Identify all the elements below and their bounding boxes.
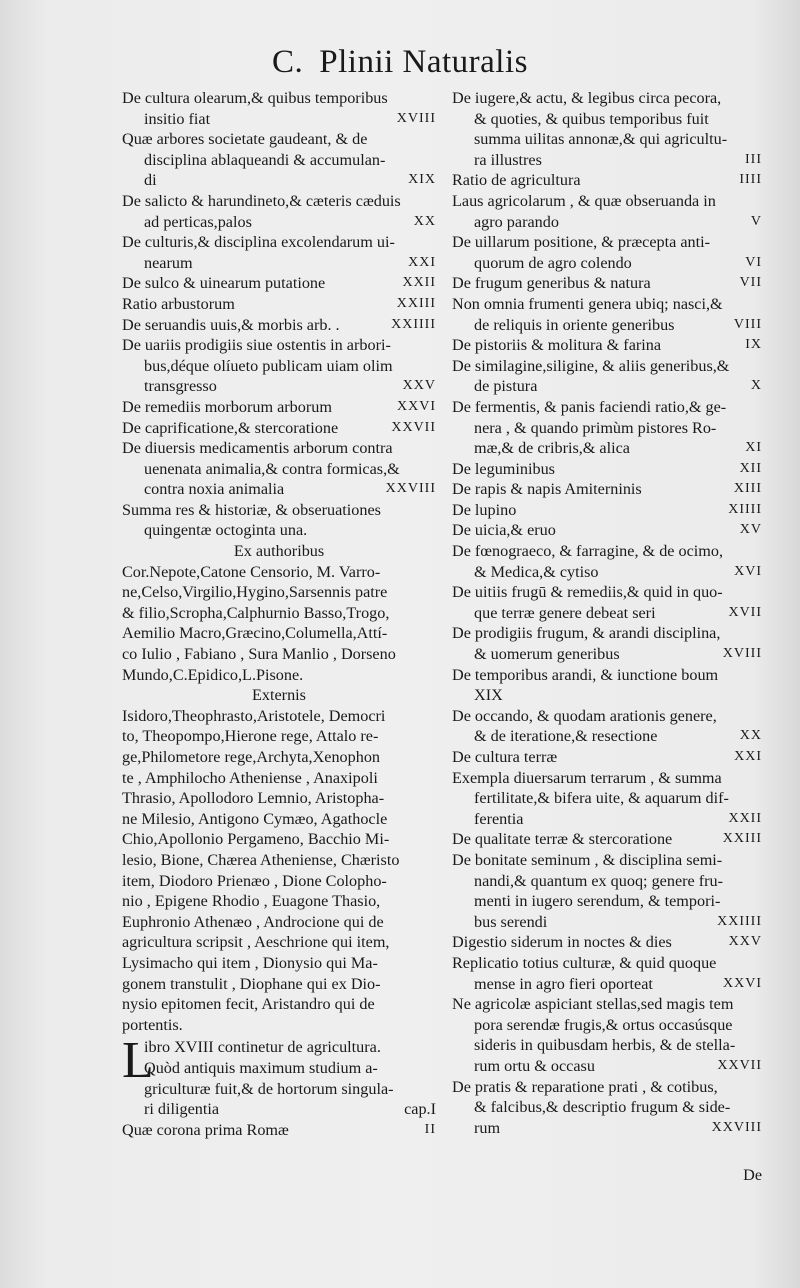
- entry-line: [122, 397, 436, 418]
- liber-text: ri diligentia: [144, 1100, 220, 1119]
- entry-text: agro parando: [474, 212, 559, 231]
- entry-line: [452, 418, 762, 439]
- entry-text: Laus agricolarum , & quæ obseruanda in: [452, 191, 716, 210]
- chapter-number: XIIII: [728, 501, 762, 517]
- chapter-number: XVII: [728, 604, 762, 620]
- authors-list: [122, 562, 436, 686]
- entry-text: De pistoriis & molitura & farina: [452, 336, 662, 355]
- entry-line: [452, 88, 762, 109]
- chapter-number: VII: [739, 275, 762, 291]
- entry-text: De diuersis medicamentis arborum contra: [122, 439, 393, 458]
- left-entry: [122, 418, 436, 439]
- chapter-number: XXI: [408, 254, 436, 270]
- entry-text: De fœnograeco, & farragine, & de ocimo,: [452, 542, 724, 561]
- entry-line: [452, 520, 762, 541]
- right-entry: [452, 479, 762, 500]
- externis-list: [122, 706, 436, 1036]
- externis-line: portentis.: [122, 1015, 183, 1034]
- entry-text: & Medica,& cytiso: [474, 562, 599, 581]
- right-entry: [452, 520, 762, 541]
- entry-line: [452, 747, 762, 768]
- entry-text: mæ,& de cribris,& alica: [474, 439, 630, 458]
- right-entry: [452, 582, 762, 623]
- externis-line: Euphronio Athenæo , Androcione qui de: [122, 912, 384, 931]
- entry-text: que terræ genere debeat seri: [474, 603, 656, 622]
- author-line: co Iulio , Fabiano , Sura Manlio , Dorseno: [122, 645, 396, 664]
- left-entry: [122, 315, 436, 336]
- entry-text: transgresso: [144, 377, 217, 396]
- entry-line: [452, 191, 762, 212]
- chapter-number: IX: [745, 337, 762, 353]
- entry-text: & uomerum generibus: [474, 645, 620, 664]
- externis-line: Chio,Apollonio Pergameno, Bacchio Mi-: [122, 830, 390, 849]
- externis-line: Isidoro,Theophrasto,Aristotele, Democri: [122, 706, 386, 725]
- entry-text: De sulco & uinearum putatione: [122, 274, 326, 293]
- entry-line: [452, 500, 762, 521]
- entry-line: [122, 335, 436, 356]
- left-entry: [122, 191, 436, 232]
- chapter-number: XXI: [734, 749, 762, 764]
- entry-text: Non omnia frumenti genera ubiq; nasci,&: [452, 294, 723, 313]
- entry-text: Replicatio totius culturæ, & quid quoque: [452, 953, 717, 972]
- right-entry: [452, 191, 762, 232]
- externis-line: lesio, Bione, Chærea Atheniense, Chæristo: [122, 850, 400, 869]
- entry-text: menti in iugero serendum, & tempori-: [474, 892, 721, 911]
- chapter-number: XVI: [734, 563, 762, 579]
- entry-line: [122, 150, 436, 171]
- liber-lines: [122, 1032, 436, 1119]
- running-head-title: Plinii Naturalis: [319, 44, 528, 80]
- liber-text: Quòd antiquis maximum studium a-: [144, 1058, 378, 1077]
- chapter-number: XXVIII: [711, 1119, 762, 1135]
- right-entry: [452, 829, 762, 850]
- entry-line: [452, 685, 762, 706]
- entry-line: [452, 768, 762, 789]
- entry-text: contra noxia animalia: [144, 480, 285, 499]
- entry-text: & quoties, & quibus temporibus fuit: [474, 109, 709, 128]
- entry-text: De uitiis frugū & remediis,& quid in quo-: [452, 583, 723, 602]
- entry-line: [452, 953, 762, 974]
- liber-block: [122, 1032, 436, 1119]
- entry-text: Ratio arbustorum: [122, 294, 235, 313]
- entry-line: [452, 974, 762, 995]
- liber-text: ibro XVIII continetur de agricultura.: [144, 1038, 381, 1057]
- entry-line: [122, 479, 436, 500]
- entry-line: [122, 500, 436, 521]
- entry-text: De uicia,& eruo: [452, 521, 556, 540]
- entry-line: [122, 170, 436, 191]
- chapter-number: XXIII: [722, 831, 762, 847]
- right-entry: [452, 541, 762, 582]
- left-entry: [122, 273, 436, 294]
- right-entry: [452, 747, 762, 768]
- externis-line: Lysimacho qui item , Dionysio qui Ma-: [122, 953, 378, 972]
- right-column: [452, 88, 762, 1138]
- chapter-number: XX: [739, 728, 762, 744]
- entry-text: quorum de agro colendo: [474, 253, 632, 272]
- authors-heading: Ex authoribus: [233, 542, 325, 561]
- left-entry: [122, 294, 436, 315]
- chapter-number: XXVII: [391, 419, 436, 435]
- right-entry: [452, 294, 762, 335]
- right-entry: [452, 706, 762, 747]
- entry-line: [452, 562, 762, 583]
- entry-line: [452, 1015, 762, 1036]
- running-head-letter: C.: [271, 44, 304, 80]
- right-entry: [452, 273, 762, 294]
- entry-text: De culturis,& disciplina excolendarum ui-: [122, 233, 395, 252]
- entry-line: [452, 459, 762, 480]
- right-entry: [452, 623, 762, 664]
- entry-line: [452, 294, 762, 315]
- entry-line: [122, 232, 436, 253]
- entry-text: De similagine,siligine, & aliis generibus,&: [452, 356, 730, 375]
- externis-line: te , Amphilocho Atheniense , Anaxipoli: [122, 768, 378, 787]
- entry-line: [452, 706, 762, 727]
- entry-text: Exempla diuersarum terrarum , & summa: [452, 768, 722, 787]
- entry-line: [452, 479, 762, 500]
- left-entry: [122, 397, 436, 418]
- right-entry: [452, 953, 762, 994]
- entry-text: di: [144, 171, 157, 190]
- entry-line: [452, 871, 762, 892]
- entry-line: [452, 582, 762, 603]
- entry-line: [452, 829, 762, 850]
- entry-line: [452, 170, 762, 191]
- entry-text: De caprificatione,& stercoratione: [122, 418, 339, 437]
- entry-text: De bonitate seminum , & disciplina semi-: [452, 850, 723, 869]
- right-entry: [452, 88, 762, 170]
- right-entry: [452, 500, 762, 521]
- chapter-number: XIII: [733, 481, 762, 497]
- entry-text: nearum: [144, 253, 193, 272]
- chapter-number: XV: [739, 522, 762, 538]
- chapter-number: XXII: [728, 810, 762, 826]
- chapter-number: VIII: [733, 316, 762, 332]
- externis-line: Thrasio, Apollodoro Lemnio, Aristopha-: [122, 789, 385, 808]
- author-line: Aemilio Macro,Græcino,Columella,Attí-: [122, 624, 388, 643]
- entry-line: [452, 315, 762, 336]
- entry-text: De rapis & napis Amiterninis: [452, 480, 642, 499]
- entry-text: & de iteratione,& resectione: [474, 727, 658, 746]
- externis-line: nysio epitomen fecit, Aristandro qui de: [122, 995, 375, 1014]
- chapter-number: XIX: [408, 172, 436, 188]
- entry-text: Summa res & historiæ, & obseruationes: [122, 500, 381, 519]
- chapter-number: V: [750, 213, 762, 229]
- catchword: De: [743, 1166, 762, 1184]
- entry-text: ferentia: [474, 809, 524, 828]
- chapter-number: VI: [745, 254, 762, 270]
- entry-text: summa uilitas annonæ,& qui agricultu-: [474, 130, 728, 149]
- entry-text: de pistura: [474, 377, 538, 396]
- externis-line: nio , Epigene Rhodio , Euagone Thasio,: [122, 892, 381, 911]
- left-entry: [122, 335, 436, 397]
- chapter-number: XXVI: [397, 398, 436, 414]
- chapter-number: X: [750, 378, 762, 394]
- entry-text: XIX: [474, 686, 503, 705]
- chapter-number: XVIII: [396, 110, 436, 126]
- left-entry: [122, 129, 436, 191]
- entry-line: [452, 253, 762, 274]
- entry-text: rum: [474, 1118, 501, 1137]
- entry-line: [122, 109, 436, 130]
- author-line: ne,Celso,Virgilio,Hygino,Sarsennis patre: [122, 583, 388, 602]
- right-entry: [452, 850, 762, 932]
- entry-line: [122, 294, 436, 315]
- entry-text: ra illustres: [474, 150, 542, 169]
- entry-line: [452, 541, 762, 562]
- entry-text: mense in agro fieri oporteat: [474, 974, 653, 993]
- entry-line: [452, 335, 762, 356]
- entry-line: [452, 994, 762, 1015]
- entry-text: Digestio siderum in noctes & dies: [452, 933, 672, 952]
- entry-line: [452, 438, 762, 459]
- chapter-number: XXIIII: [391, 316, 436, 332]
- entry-line: [122, 520, 436, 541]
- entry-text: sideris in quibusdam herbis, & de stella-: [474, 1036, 736, 1055]
- chapter-number: XXIIII: [717, 913, 762, 929]
- entry-line: [452, 232, 762, 253]
- entry-text: De remediis morborum arborum: [122, 397, 332, 416]
- entry-line: [452, 1035, 762, 1056]
- liber-line: [122, 1079, 436, 1100]
- right-entry: [452, 768, 762, 830]
- chapter-number: XII: [739, 460, 762, 476]
- entry-line: [452, 397, 762, 418]
- entry-text: nera , & quando primùm pistores Ro-: [474, 418, 717, 437]
- entry-text: Quæ arbores societate gaudeant, & de: [122, 130, 368, 149]
- right-entry: [452, 232, 762, 273]
- entry-line: [452, 1077, 762, 1098]
- chapter-number: XXVI: [723, 975, 762, 991]
- entry-text: quingentæ octoginta una.: [144, 521, 308, 540]
- entry-text: De leguminibus: [452, 459, 555, 478]
- chapter-number: XXV: [728, 934, 762, 950]
- last-entry: [122, 1120, 436, 1141]
- right-entry: [452, 932, 762, 953]
- entry-line: [452, 109, 762, 130]
- entry-text: De cultura terræ: [452, 748, 558, 766]
- chapter-number: XXV: [402, 378, 436, 394]
- entry-line: [122, 376, 436, 397]
- author-line: & filio,Scropha,Calphurnio Basso,Trogo,: [122, 603, 390, 622]
- entry-text: de reliquis in oriente generibus: [474, 315, 675, 334]
- entry-text: De qualitate terræ & stercoratione: [452, 830, 673, 849]
- entry-text: rum ortu & occasu: [474, 1056, 595, 1075]
- externis-heading: Externis: [252, 686, 306, 705]
- left-entry: [122, 88, 436, 129]
- last-entry-num: II: [424, 1121, 436, 1137]
- entry-text: De uillarum positione, & præcepta anti-: [452, 233, 711, 252]
- running-head: [0, 44, 800, 81]
- entry-line: [122, 438, 436, 459]
- right-entry: [452, 397, 762, 459]
- entry-line: [122, 191, 436, 212]
- entry-line: [122, 212, 436, 233]
- entry-line: [122, 273, 436, 294]
- entry-text: De fermentis, & panis faciendi ratio,& ge-: [452, 397, 727, 416]
- externis-line: agricultura scripsit , Aeschrione qui item,: [122, 933, 390, 952]
- entry-text: pora serendæ frugis,& ortus occasúsque: [474, 1015, 733, 1034]
- entry-text: Ne agricolæ aspiciant stellas,sed magis tem: [452, 995, 734, 1014]
- entry-line: [452, 603, 762, 624]
- entry-line: [452, 273, 762, 294]
- entry-text: disciplina ablaqueandi & accumulan-: [144, 150, 386, 169]
- entry-text: De lupino: [452, 500, 517, 519]
- right-entry: [452, 459, 762, 480]
- entry-line: [452, 623, 762, 644]
- entry-text: & falcibus,& descriptio frugum & side-: [474, 1098, 731, 1117]
- chapter-number: XXIII: [396, 295, 436, 311]
- entry-line: [452, 1056, 762, 1077]
- entry-line: [452, 356, 762, 377]
- entry-text: De seruandis uuis,& morbis arb. .: [122, 315, 340, 334]
- entry-line: [452, 850, 762, 871]
- right-entry: [452, 356, 762, 397]
- liber-line: [122, 1099, 436, 1120]
- right-entry: [452, 335, 762, 356]
- entry-text: De frugum generibus & natura: [452, 274, 651, 293]
- entry-text: De cultura olearum,& quibus temporibus: [122, 89, 388, 107]
- entry-line: [122, 418, 436, 439]
- entry-text: De iugere,& actu, & legibus circa pecora,: [452, 89, 722, 107]
- entry-text: fertilitate,& bifera uite, & aquarum dif-: [474, 789, 729, 808]
- chapter-number: XXVIII: [385, 481, 436, 497]
- left-entry: [122, 500, 436, 541]
- right-entry: [452, 170, 762, 191]
- chapter-number: IIII: [739, 172, 762, 188]
- externis-line: ne Milesio, Antigono Cymæo, Agathocle: [122, 809, 388, 828]
- entry-line: [452, 809, 762, 830]
- entry-text: De occando, & quodam arationis genere,: [452, 706, 717, 725]
- left-entry: [122, 232, 436, 273]
- liber-line: [122, 1058, 436, 1079]
- entry-line: [452, 932, 762, 953]
- liber-chapter-number: cap.I: [404, 1100, 436, 1119]
- entry-line: [452, 788, 762, 809]
- entry-line: [122, 315, 436, 336]
- chapter-number: XXII: [402, 275, 436, 291]
- entry-line: [452, 376, 762, 397]
- entry-line: [122, 356, 436, 377]
- liber-text: griculturæ fuit,& de hortorum singula-: [144, 1079, 394, 1098]
- entry-text: bus,déque olíueto publicam uiam olim: [144, 356, 393, 375]
- entry-line: [452, 644, 762, 665]
- entry-text: De uariis prodigiis siue ostentis in arbori-: [122, 336, 391, 355]
- entry-text: ad perticas,palos: [144, 212, 252, 231]
- externis-line: item, Diodoro Prienæo , Dione Colopho-: [122, 871, 387, 890]
- entry-line: [452, 891, 762, 912]
- entry-line: [122, 88, 436, 109]
- right-index-entries: [452, 88, 762, 1138]
- entry-line: [452, 912, 762, 933]
- last-entry-text: Quæ corona prima Romæ: [122, 1120, 289, 1139]
- entry-line: [452, 1097, 762, 1118]
- entry-line: [452, 129, 762, 150]
- right-entry: [452, 1077, 762, 1139]
- entry-text: nandi,& quantum ex quoq; genere fru-: [474, 871, 724, 890]
- chapter-number: XX: [413, 213, 436, 229]
- entry-line: [452, 150, 762, 171]
- entry-line: [122, 129, 436, 150]
- externis-line: to, Theopompo,Hierone rege, Attalo re-: [122, 727, 379, 746]
- author-line: Mundo,C.Epidico,L.Pisone.: [122, 665, 304, 684]
- entry-text: De temporibus arandi, & iunctione boum: [452, 665, 719, 684]
- liber-line: [122, 1037, 436, 1058]
- dropcap: L: [122, 1032, 154, 1090]
- entry-text: Ratio de agricultura: [452, 171, 581, 190]
- author-line: Cor.Nepote,Catone Censorio, M. Varro-: [122, 562, 381, 581]
- left-entry: [122, 438, 436, 500]
- entry-line: [122, 459, 436, 480]
- externis-line: ge,Philometore rege,Archyta,Xenophon: [122, 748, 381, 766]
- chapter-number: III: [745, 151, 762, 167]
- right-entry: [452, 665, 762, 706]
- entry-line: [452, 665, 762, 686]
- left-column: [122, 88, 436, 1140]
- chapter-number: XI: [745, 440, 762, 456]
- entry-line: [122, 253, 436, 274]
- entry-text: insitio fiat: [144, 109, 211, 128]
- left-index-entries: [122, 88, 436, 541]
- entry-line: [452, 212, 762, 233]
- chapter-number: XXVII: [717, 1057, 762, 1073]
- entry-line: [452, 1118, 762, 1139]
- entry-text: De pratis & reparatione prati , & cotibus,: [452, 1077, 718, 1096]
- chapter-number: XVIII: [722, 646, 762, 662]
- right-entry: [452, 994, 762, 1076]
- entry-text: uenenata animalia,& contra formicas,&: [144, 459, 400, 478]
- entry-text: bus serendi: [474, 912, 548, 931]
- entry-text: De prodigiis frugum, & arandi disciplina,: [452, 624, 721, 643]
- entry-line: [452, 726, 762, 747]
- externis-line: gonem transtulit , Diophane qui ex Dio-: [122, 974, 381, 993]
- entry-text: De salicto & harundineto,& cæteris cæduis: [122, 191, 401, 210]
